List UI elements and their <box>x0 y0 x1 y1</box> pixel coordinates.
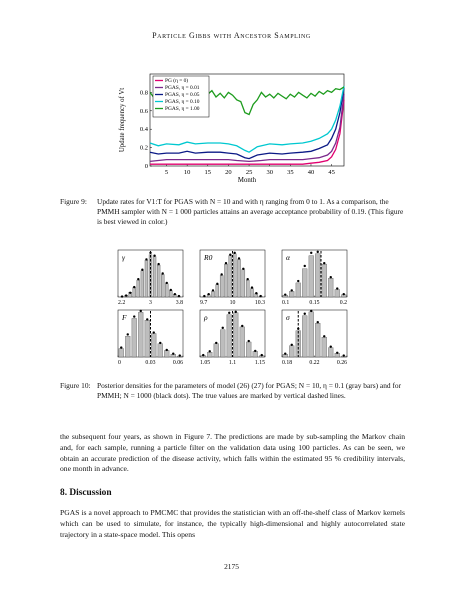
pmmh-dot <box>125 294 127 296</box>
x-tick-label: 0.15 <box>309 300 320 306</box>
x-tick-label: 1.05 <box>200 360 211 366</box>
histogram-bar <box>141 271 144 297</box>
y-axis-label: Update frequency of Vt <box>119 87 126 153</box>
pmmh-dot <box>133 286 135 288</box>
pmmh-dot <box>297 280 299 282</box>
legend-entry: PGAS, η = 1.00 <box>165 106 200 112</box>
histogram-bar <box>302 316 307 357</box>
panel-title: γ <box>122 253 125 262</box>
pmmh-dot <box>202 354 204 356</box>
pmmh-dot <box>127 333 129 335</box>
histogram-bar <box>328 278 333 297</box>
pmmh-dot <box>129 292 131 294</box>
pmmh-dot <box>166 282 168 284</box>
x-tick-label: 20 <box>225 169 232 176</box>
x-tick-label: 0.22 <box>309 360 320 366</box>
x-tick-label: 45 <box>328 169 335 176</box>
x-tick-label: 25 <box>245 169 253 176</box>
pmmh-dot <box>166 349 168 351</box>
pmmh-dot <box>310 310 312 312</box>
histogram-bar <box>125 336 130 357</box>
histogram-bar <box>250 289 253 297</box>
pmmh-dot <box>304 313 306 315</box>
pmmh-dot <box>343 354 345 356</box>
figure-10-caption <box>60 381 405 401</box>
pmmh-dot <box>153 331 155 333</box>
panel-title: R0 <box>204 253 213 262</box>
histogram-bar <box>207 352 212 357</box>
histogram-bar <box>315 323 320 357</box>
histogram-bar <box>165 284 168 297</box>
pmmh-dot <box>203 295 205 297</box>
y-tick-label: 0.6 <box>139 107 148 115</box>
pmmh-dot <box>304 265 306 267</box>
x-tick-label: 10 <box>183 169 191 176</box>
pmmh-dot <box>145 258 147 260</box>
histogram-bar <box>151 334 156 358</box>
histogram-bar <box>211 291 214 297</box>
pmmh-dot <box>330 345 332 347</box>
figure-10-histogram-grid <box>116 246 346 374</box>
panel-title: ρ <box>204 313 208 322</box>
section-heading-discussion: 8. Discussion <box>60 488 112 498</box>
pmmh-dot <box>242 268 244 270</box>
pmmh-dot <box>179 354 181 356</box>
pmmh-dot <box>209 350 211 352</box>
x-tick-label: 1.15 <box>254 360 265 366</box>
histogram-bar <box>227 315 232 357</box>
pmmh-dot <box>233 252 235 254</box>
histogram-bar <box>133 288 136 297</box>
histogram-bar <box>137 280 140 297</box>
y-tick-label: 0.2 <box>139 144 148 152</box>
histogram-bar <box>237 259 240 297</box>
pmmh-dot <box>140 310 142 312</box>
x-tick-label: 35 <box>287 169 294 176</box>
histogram-bar <box>296 283 301 297</box>
pmmh-dot <box>141 269 143 271</box>
pmmh-dot <box>336 287 338 289</box>
histogram-bar <box>138 312 143 357</box>
histogram-bar <box>242 270 245 297</box>
panel-title: α <box>286 253 290 262</box>
x-tick-label: 40 <box>307 169 315 176</box>
histogram-bar <box>246 280 249 297</box>
panel-title: F <box>122 313 127 322</box>
y-tick-label: 0.8 <box>139 89 148 97</box>
figure-9-caption <box>60 197 405 228</box>
x-tick-label: 0.06 <box>172 360 183 366</box>
pmmh-dot <box>146 318 148 320</box>
pmmh-dot <box>261 354 263 356</box>
histogram-bar <box>335 289 340 297</box>
pmmh-dot <box>222 327 224 329</box>
x-tick-label: 2.2 <box>118 300 126 306</box>
pmmh-dot <box>170 289 172 291</box>
pmmh-dot <box>310 252 312 254</box>
histogram-bar <box>240 327 245 357</box>
histogram-bar <box>119 349 124 357</box>
pmmh-dot <box>259 295 261 297</box>
figure-10-label: Figure 10: <box>60 381 91 390</box>
histogram-bar <box>153 257 156 297</box>
x-tick-label: 0.2 <box>339 300 347 306</box>
y-tick-label: 0 <box>144 163 148 170</box>
histogram-bar <box>220 330 225 357</box>
x-tick-label: 0.18 <box>282 360 293 366</box>
y-tick-label: 0.4 <box>139 126 148 134</box>
histogram-bar <box>302 269 307 297</box>
histogram-bar <box>315 254 320 297</box>
x-tick-label: 0.1 <box>282 300 290 306</box>
figure-10-caption-text: Posterior densities for the parameters of model (26) (27) for PGAS; N = 10, η = 0.1 (gray bars) and for PMMH; N = 1000 (black dots). The true values are marked by vertical dashed lines. <box>97 381 402 401</box>
histogram-bar <box>233 254 236 297</box>
pmmh-dot <box>241 325 243 327</box>
legend-entry: PGAS, η = 0.05 <box>165 92 200 98</box>
legend-entry: PGAS, η = 0.01 <box>165 85 200 91</box>
pmmh-dot <box>248 340 250 342</box>
pmmh-dot <box>207 293 209 295</box>
histogram-bar <box>224 264 227 297</box>
pmmh-dot <box>133 315 135 317</box>
legend-entry: PG (η = 0) <box>165 78 189 84</box>
body-paragraph-predictions: the subsequent four years, as shown in Figure 7. The predictions are made by sub-sampling the Markov chain and, for each sample, running a particle filter on the validation data using 100 particles. As can be seen, we obtain an accurate prediction of the disease activity, which falls within the estimated 95 % credibility intervals, one month in advance. <box>60 432 405 474</box>
pmmh-dot <box>228 312 230 314</box>
pmmh-dot <box>174 293 176 295</box>
figure-9-label: Figure 9: <box>60 197 87 206</box>
pmmh-dot <box>343 293 345 295</box>
legend-entry: PGAS, η = 0.10 <box>165 99 200 105</box>
pmmh-dot <box>323 262 325 264</box>
pmmh-dot <box>137 278 139 280</box>
pmmh-dot <box>216 283 218 285</box>
x-tick-label: 15 <box>204 169 212 176</box>
histogram-bar <box>233 313 238 357</box>
pmmh-dot <box>178 295 180 297</box>
histogram-bar <box>289 346 294 357</box>
x-tick-label: 30 <box>266 169 273 176</box>
x-tick-label: 3.8 <box>175 300 183 306</box>
pmmh-dot <box>291 344 293 346</box>
pmmh-dot <box>159 342 161 344</box>
x-tick-label: 5 <box>164 169 169 176</box>
histogram-bar <box>328 348 333 357</box>
pmmh-dot <box>246 278 248 280</box>
running-head: Particle Gibbs with Ancestor Sampling <box>152 31 311 40</box>
pmmh-dot <box>251 286 253 288</box>
pmmh-dot <box>284 353 286 355</box>
x-tick-label: 0 <box>118 360 121 366</box>
histogram-bar <box>132 318 137 357</box>
histogram-bar <box>161 274 164 297</box>
histogram-bar <box>322 264 327 297</box>
pmmh-dot <box>172 353 174 355</box>
x-axis-label: Month <box>237 177 257 184</box>
pmmh-dot <box>317 251 319 253</box>
page-number: 2175 <box>224 562 239 571</box>
pmmh-dot <box>254 350 256 352</box>
histogram-bar <box>229 256 232 297</box>
histogram-bar <box>145 320 150 357</box>
histogram-bar <box>158 344 163 357</box>
figure-9-line-chart <box>110 68 350 188</box>
pmmh-dot <box>121 295 123 297</box>
histogram-bar <box>289 291 294 297</box>
pmmh-dot <box>323 335 325 337</box>
histogram-bar <box>309 256 314 297</box>
pmmh-dot <box>120 346 122 348</box>
pmmh-dot <box>336 352 338 354</box>
pmmh-dot <box>317 321 319 323</box>
pmmh-dot <box>157 263 159 265</box>
pmmh-dot <box>238 257 240 259</box>
x-tick-label: 9.7 <box>200 300 208 306</box>
pmmh-dot <box>235 311 237 313</box>
pmmh-dot <box>212 289 214 291</box>
histogram-bar <box>253 351 258 357</box>
pmmh-dot <box>255 292 257 294</box>
x-tick-label: 0.03 <box>145 360 156 366</box>
x-tick-label: 3 <box>149 300 152 306</box>
pmmh-dot <box>284 293 286 295</box>
histogram-bar <box>220 275 223 297</box>
histogram-bar <box>164 350 169 357</box>
pmmh-dot <box>215 342 217 344</box>
histogram-bar <box>216 285 219 297</box>
x-tick-label: 10.3 <box>254 300 265 306</box>
figure-9-caption-text: Update rates for V1:T for PGAS with N = 10 and with η ranging from 0 to 1. As a comparison, the PMMH sampler with N = 1 000 particles attains an average acceptance probability of 0.19. (This figure is best viewed in color.) <box>97 197 404 227</box>
histogram-bar <box>169 290 172 297</box>
pmmh-dot <box>225 262 227 264</box>
x-tick-label: 0.26 <box>336 360 347 366</box>
body-paragraph-discussion: PGAS is a novel approach to PMCMC that provides the statistician with an off-the-shelf class of Markov kernels which can be used to simulate, for instance, the typically high-dimensional and highly autocorrelated state trajectory in a state-space model. This opens <box>60 508 405 539</box>
histogram-bar <box>214 344 219 357</box>
histogram-bar <box>157 265 160 297</box>
pmmh-dot <box>161 272 163 274</box>
panel-title: σ <box>286 313 290 322</box>
x-tick-label: 10 <box>229 300 236 306</box>
pmmh-dot <box>153 254 155 256</box>
histogram-bar <box>309 312 314 357</box>
pmmh-dot <box>220 273 222 275</box>
pmmh-dot <box>330 276 332 278</box>
histogram-bar <box>145 260 148 297</box>
pmmh-dot <box>229 254 231 256</box>
pmmh-dot <box>291 289 293 291</box>
histogram-bar <box>246 342 251 357</box>
histogram-bar <box>322 337 327 357</box>
x-tick-label: 1.1 <box>228 360 237 366</box>
